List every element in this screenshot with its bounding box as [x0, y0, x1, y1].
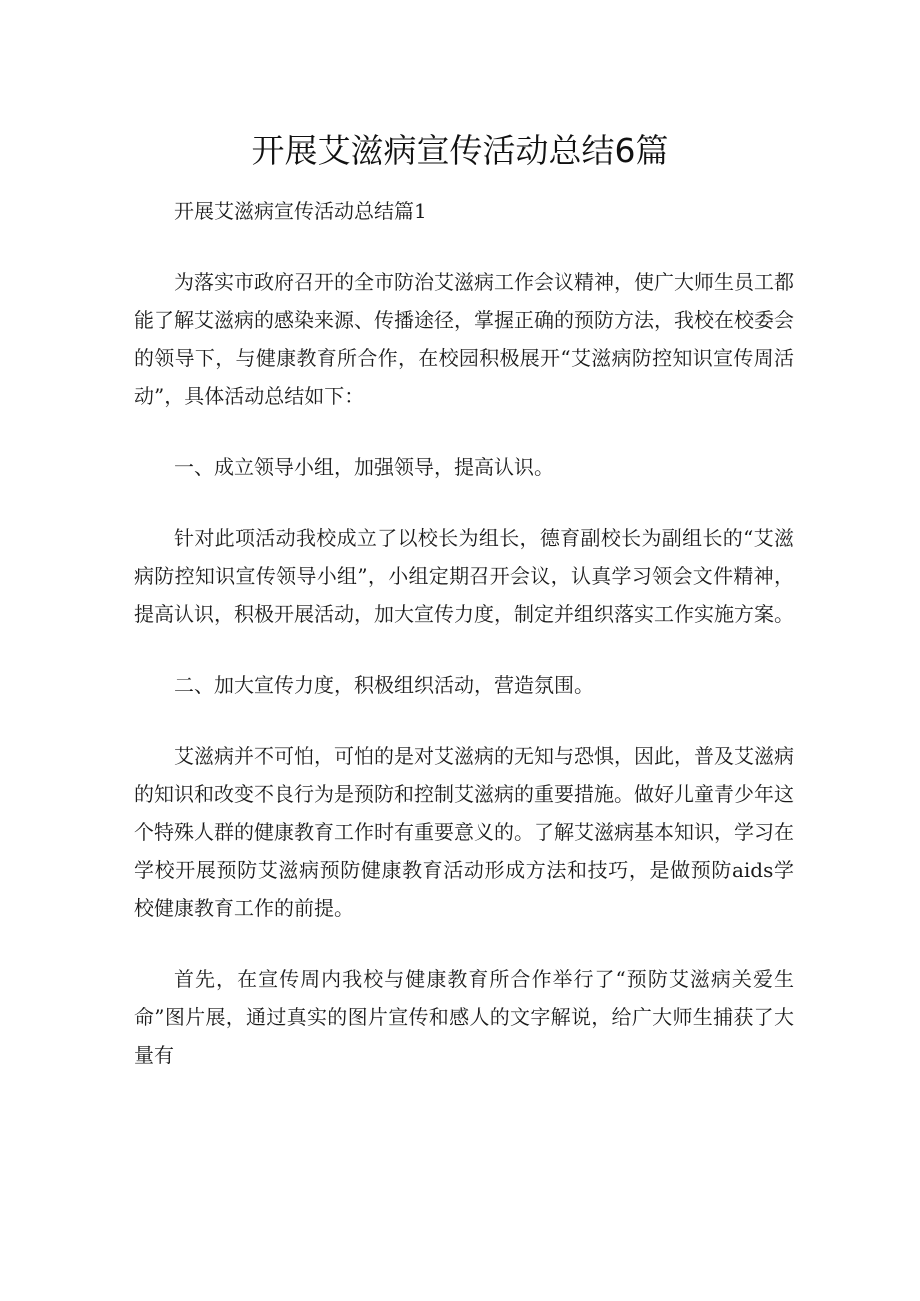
heading-section-1: 一、成立领导小组，加强领导，提高认识。 — [174, 455, 554, 479]
paragraph-leadership: 针对此项活动我校成立了以校长为组长，德育副校长为副组长的“艾滋病防控知识宣传领导小组”，小组定期召开会议，认真学习领会文件精神，提高认识，积极开展活动，加大宣传力度，制定并组织落实工作实施方案。 — [134, 526, 794, 626]
paragraph-exhibition: 首先，在宣传周内我校与健康教育所合作举行了“预防艾滋病关爱生命”图片展，通过真实的图片宣传和感人的文字解说，给广大师生捕获了大量有 — [134, 967, 794, 1067]
heading-section-2: 二、加大宣传力度，积极组织活动，营造氛围。 — [174, 673, 594, 697]
paragraph-awareness: 艾滋病并不可怕，可怕的是对艾滋病的无知与恐惧，因此，普及艾滋病的知识和改变不良行为是预防和控制艾滋病的重要措施。做好儿童青少年这个特殊人群的健康教育工作时有重要意义的。了解艾滋病基本知识，学习在学校开展预防艾滋病预防健康教育活动形成方法和技巧，是做预防aids学校健康教育工作的前提。 — [134, 744, 794, 920]
document-body — [134, 192, 794, 1074]
document-title: 开展艾滋病宣传活动总结6篇 — [251, 131, 669, 170]
paragraph-intro: 为落实市政府召开的全市防治艾滋病工作会议精神，使广大师生员工都能了解艾滋病的感染来源、传播途径，掌握正确的预防方法，我校在校委会的领导下，与健康教育所合作，在校园积极展开“艾滋病防控知识宣传周活动”，具体活动总结如下： — [134, 270, 794, 408]
section-subtitle: 开展艾滋病宣传活动总结篇1 — [174, 199, 427, 223]
